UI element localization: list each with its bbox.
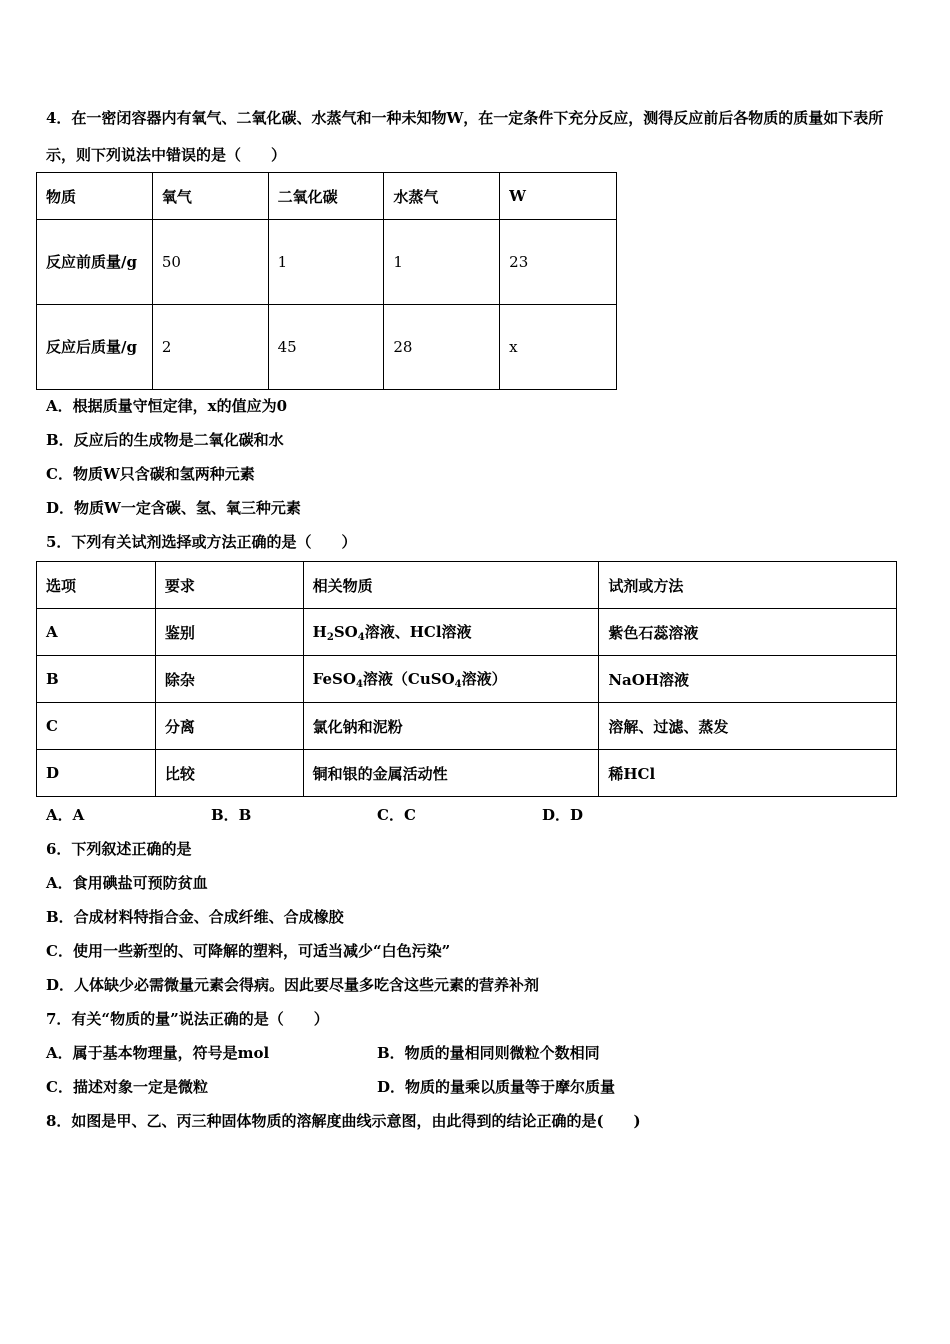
table-cell: 45: [268, 305, 384, 390]
question-6-stem: 6．下列叙述正确的是: [46, 840, 192, 858]
table-cell: 水蒸气: [384, 173, 500, 220]
question-4-table: [36, 172, 617, 390]
table-header-row: [37, 562, 897, 609]
table-cell: x: [500, 305, 617, 390]
question-7-option-c: C．描述对象一定是微粒: [46, 1078, 208, 1096]
table-header-row: [37, 173, 617, 220]
question-5-stem: 5．下列有关试剂选择或方法正确的是（ ）: [46, 533, 357, 551]
table-row: [37, 750, 897, 797]
table-cell: 试剂或方法: [599, 562, 897, 609]
table-cell: 氧气: [152, 173, 268, 220]
table-cell: W: [500, 173, 617, 220]
table-cell: 23: [500, 220, 617, 305]
formula-subscript: 2: [326, 632, 334, 643]
table-cell: 物质: [37, 173, 153, 220]
question-4-option-c: C．物质W只含碳和氢两种元素: [46, 465, 255, 483]
table-cell: 28: [384, 305, 500, 390]
question-4-stem: 4．在一密闭容器内有氧气、二氧化碳、水蒸气和一种未知物W，在一定条件下充分反应，测得反应前后各物质的质量如下表所示，则下列说法中错误的是（ ）: [46, 109, 884, 164]
table-cell: 要求: [155, 562, 303, 609]
table-cell: 50: [152, 220, 268, 305]
table-row: [37, 656, 897, 703]
table-cell: 2: [152, 305, 268, 390]
cell-text: 溶液（CuSO: [362, 670, 455, 688]
table-cell: 选项: [37, 562, 156, 609]
table-cell: 稀HCl: [599, 750, 897, 797]
question-7-option-b: B．物质的量相同则微粒个数相同: [377, 1044, 600, 1062]
table-row: [37, 305, 617, 390]
table-cell: NaOH溶液: [599, 656, 897, 703]
table-cell: 相关物质: [303, 562, 599, 609]
table-cell: 二氧化碳: [268, 173, 384, 220]
table-cell: B: [37, 656, 156, 703]
cell-text: 溶液、HCl溶液: [364, 623, 472, 641]
formula-text: H: [312, 623, 327, 641]
question-4-option-d: D．物质W一定含碳、氢、氧三种元素: [46, 499, 301, 517]
formula-subscript: 4: [355, 679, 363, 690]
table-cell: [303, 609, 599, 656]
question-5-table: [36, 561, 897, 797]
table-row: [37, 703, 897, 750]
question-7-option-a: A．属于基本物理量，符号是mol: [46, 1044, 270, 1062]
question-6-option-c: C．使用一些新型的、可降解的塑料，可适当减少“白色污染”: [46, 942, 451, 960]
table-cell: 反应前质量/g: [37, 220, 153, 305]
question-5-option-b: B．B: [211, 806, 252, 824]
question-6-option-d: D．人体缺少必需微量元素会得病。因此要尽量多吃含这些元素的营养补剂: [46, 976, 540, 994]
table-cell: 铜和银的金属活动性: [303, 750, 599, 797]
question-7-option-d: D．物质的量乘以质量等于摩尔质量: [377, 1078, 616, 1096]
question-8-stem: 8．如图是甲、乙、丙三种固体物质的溶解度曲线示意图，由此得到的结论正确的是( ): [46, 1112, 641, 1130]
table-cell: 反应后质量/g: [37, 305, 153, 390]
formula-subscript: 4: [357, 632, 365, 643]
table-cell: 紫色石蕊溶液: [599, 609, 897, 656]
table-cell: [303, 656, 599, 703]
formula-text: FeSO: [312, 670, 356, 688]
table-row: [37, 609, 897, 656]
question-6-option-b: B．合成材料特指合金、合成纤维、合成橡胶: [46, 908, 344, 926]
question-5-option-a: A．A: [46, 806, 85, 824]
table-cell: 除杂: [155, 656, 303, 703]
question-4-option-b: B．反应后的生成物是二氧化碳和水: [46, 431, 284, 449]
question-5-option-d: D．D: [542, 806, 584, 824]
question-4-option-a: A．根据质量守恒定律，x的值应为0: [46, 397, 288, 415]
table-cell: A: [37, 609, 156, 656]
table-cell: 鉴别: [155, 609, 303, 656]
question-5-option-c: C．C: [377, 806, 416, 824]
table-cell: D: [37, 750, 156, 797]
cell-text: 溶液）: [461, 670, 507, 688]
formula-subscript: 4: [454, 679, 462, 690]
table-cell: 分离: [155, 703, 303, 750]
table-cell: 氯化钠和泥粉: [303, 703, 599, 750]
table-row: [37, 220, 617, 305]
table-cell: C: [37, 703, 156, 750]
table-cell: 1: [384, 220, 500, 305]
table-cell: 1: [268, 220, 384, 305]
question-6-option-a: A．食用碘盐可预防贫血: [46, 874, 208, 892]
formula-text: SO: [333, 623, 358, 641]
question-7-stem: 7．有关“物质的量”说法正确的是（ ）: [46, 1010, 329, 1028]
table-cell: 溶解、过滤、蒸发: [599, 703, 897, 750]
table-cell: 比较: [155, 750, 303, 797]
